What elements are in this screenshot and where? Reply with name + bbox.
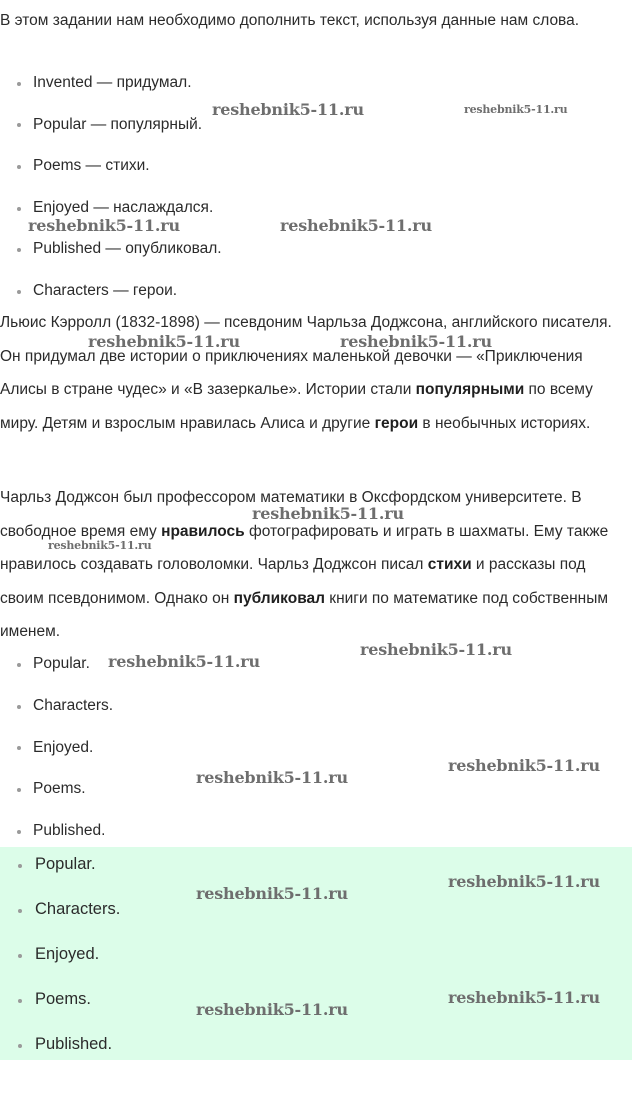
vocab-item: Enjoyed — наслаждался.	[0, 187, 222, 229]
answer-item: Poems.	[0, 768, 113, 810]
vocab-item: Invented — придумал.	[0, 62, 222, 104]
answer-item: Popular.	[0, 643, 113, 685]
watermark: reshebnik5-11.ru	[108, 652, 260, 671]
vocabulary-list	[0, 62, 222, 312]
vocab-item: Characters — герои.	[0, 270, 222, 312]
answer-word: стихи	[427, 556, 472, 573]
answer-box-item: Characters.	[0, 887, 120, 932]
answer-item: Published.	[0, 810, 113, 852]
text-span: Льюис Кэрролл (1832-1898) — псевдоним Чарльза Доджсона, английского писателя. Он придумал две истории о приключениях маленькой девочки — «Приключения Алисы в стране чудес» и «В зазеркалье». Истории стали	[0, 314, 612, 398]
answer-item: Characters.	[0, 685, 113, 727]
text-span: и рассказы под своим псевдонимом. Однако он	[0, 556, 586, 607]
answer-box-item: Poems.	[0, 977, 120, 1022]
answer-box-item: Popular.	[0, 842, 120, 887]
watermark: reshebnik5-11.ru	[28, 216, 180, 235]
text-span: фотографировать и играть в шахматы. Ему также нравилось создавать головоломки. Чарльз Доджсон писал	[0, 522, 609, 573]
watermark: reshebnik5-11.ru	[88, 332, 240, 351]
answer-box-list	[0, 842, 120, 1067]
vocab-item: Popular — популярный.	[0, 104, 222, 146]
answer-word: нравилось	[161, 522, 245, 540]
watermark: reshebnik5-11.ru	[464, 103, 568, 116]
answers-list	[0, 643, 113, 852]
watermark: reshebnik5-11.ru	[196, 768, 348, 787]
watermark: reshebnik5-11.ru	[448, 872, 600, 891]
watermark: reshebnik5-11.ru	[252, 504, 404, 523]
intro-text: В этом задании нам необходимо дополнить текст, используя данные нам слова.	[0, 12, 580, 29]
watermark: reshebnik5-11.ru	[360, 640, 512, 659]
vocab-item: Published — опубликовал.	[0, 228, 222, 270]
text-span: в необычных историях.	[418, 414, 591, 432]
watermark: reshebnik5-11.ru	[212, 100, 364, 119]
watermark: reshebnik5-11.ru	[196, 884, 348, 903]
text-span: книги по математике под собственным именем.	[0, 589, 609, 640]
watermark: reshebnik5-11.ru	[48, 539, 152, 552]
text-span: по всему миру. Детям и взрослым нравилась Алиса и другие	[0, 381, 593, 432]
text-span: Чарльз Доджсон был профессором математики в Оксфордском университете. В свободное время ему	[0, 489, 582, 540]
answer-box-item: Published.	[0, 1022, 120, 1067]
vocab-item: Poems — стихи.	[0, 145, 222, 187]
watermark: reshebnik5-11.ru	[448, 756, 600, 775]
watermark: reshebnik5-11.ru	[196, 1000, 348, 1019]
answer-word: герои	[374, 414, 419, 432]
answer-box-item: Enjoyed.	[0, 932, 120, 977]
answer-word: публиковал	[233, 589, 325, 607]
paragraph-carroll	[0, 306, 632, 440]
watermark: reshebnik5-11.ru	[280, 216, 432, 235]
answer-item: Enjoyed.	[0, 727, 113, 769]
answer-word: популярными	[415, 381, 525, 398]
watermark: reshebnik5-11.ru	[448, 988, 600, 1007]
watermark: reshebnik5-11.ru	[340, 332, 492, 351]
